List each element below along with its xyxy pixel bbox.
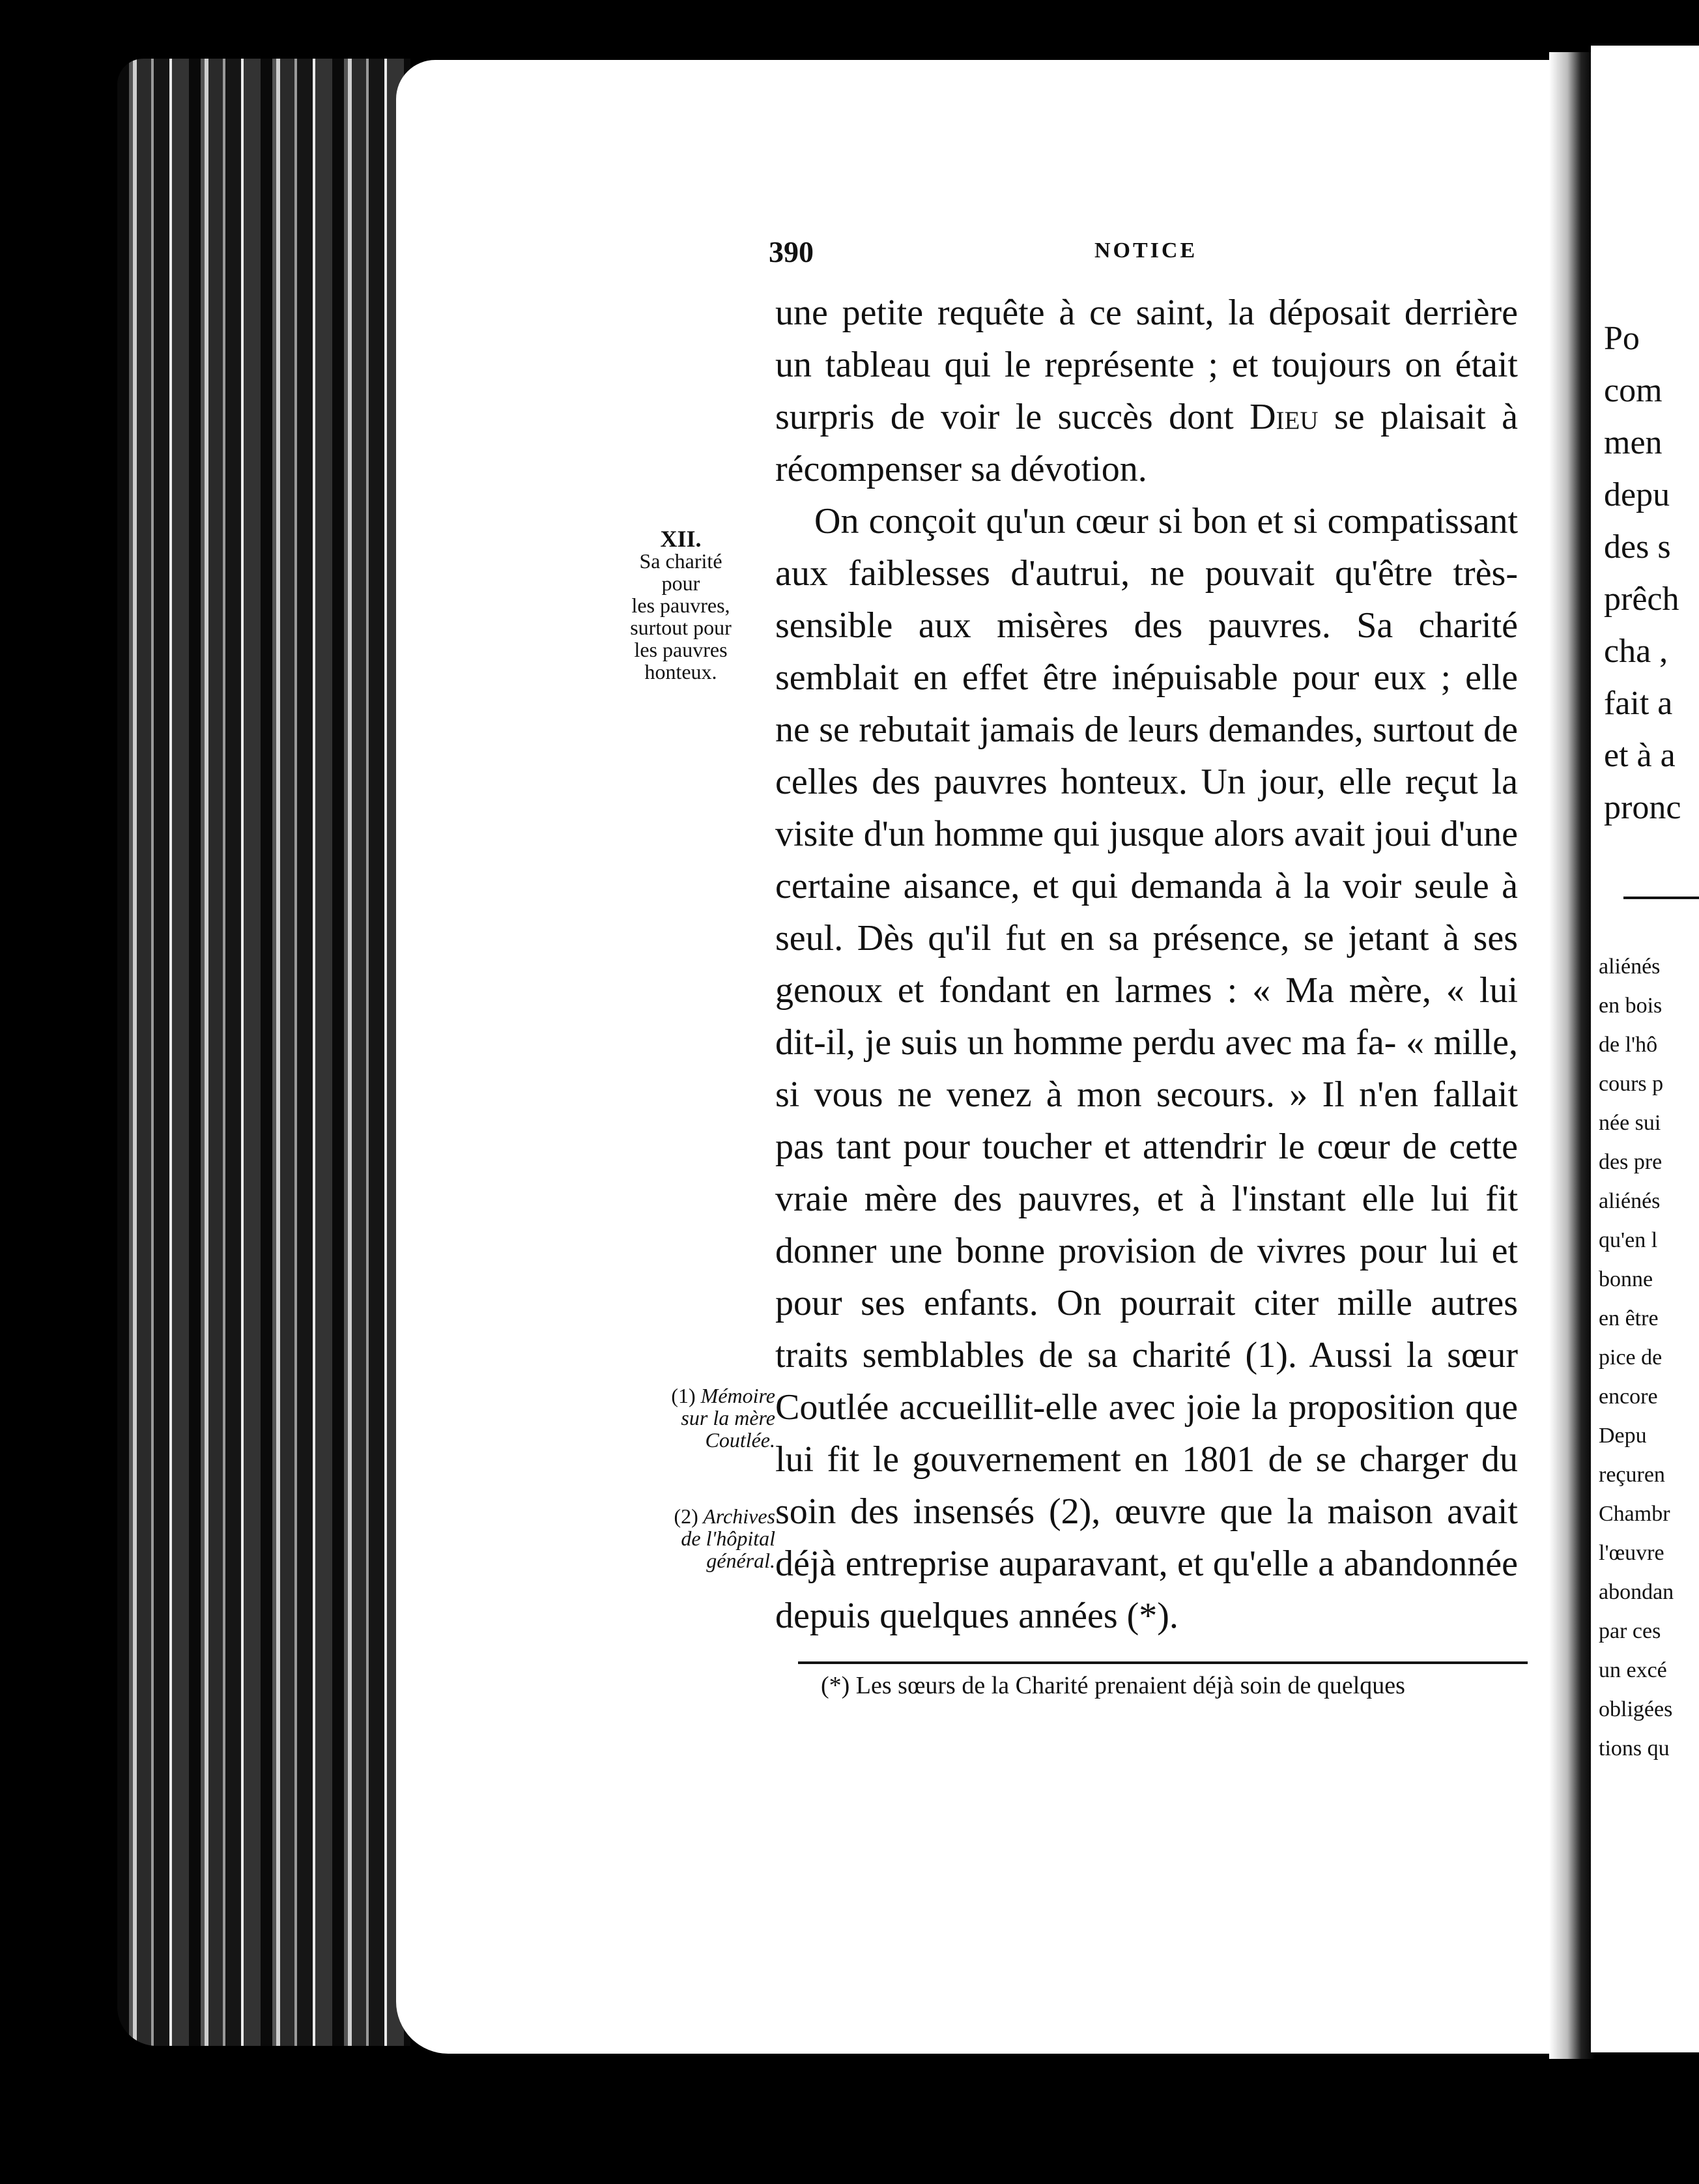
section-title-line: les pauvres [634,638,728,661]
reference-number: (1) [671,1384,696,1407]
paragraph-1-text: une petite requête à ce saint, la déposait derrière un tableau qui le représente ; et toujours on était surpris de voir le succès dont [775,293,1518,437]
right-page-line: Po [1604,320,1640,357]
paragraph-2: On conçoit qu'un cœur si bon et si compatissant aux faiblesses d'autrui, ne pouvait qu'être très-sensible aux misères des pauvres. Sa charité semblait en effet être inépuisable pour eux ; elle ne se rebutait jamais de leurs demandes, surtout de celles des pauvres honteux. Un jour, elle reçut la visite d'un homme qui jusque alors avait joui d'une certaine aisance, et qui demanda à la voir seule à seul. Dès qu'il fut en sa présence, se jetant à ses genoux et fondant en larmes : « Ma mère, « lui dit-il, je suis un homme perdu avec ma fa- « mille, si vous ne venez à mon secours. » Il n'en fallait pas tant pour toucher et attendrir le cœur de cette vraie mère des pauvres, et à l'instant elle lui fit donner une bonne provision de vivres pour lui et pour ses enfants. On pourrait citer mille autres traits semblables de sa charité (1). Aussi la sœur Coutlée accueillit-elle avec joie la proposition que lui fit le gouvernement en 1801 de se charger du soin des insensés (2), œuvre que la maison avait déjà entreprise auparavant, et qu'elle a abandonnée depuis quelques années (*). [775,501,1518,1636]
section-title-line: les pauvres, [631,594,730,617]
margin-section-heading [606,528,756,683]
right-page-line: fait a [1604,685,1673,722]
right-page-line: cha , [1604,633,1668,670]
book-edge [117,59,410,2046]
reference-line: de l'hôpital [681,1527,775,1550]
right-page-line: depu [1604,476,1670,513]
right-page-note-line: un excé [1599,1658,1667,1682]
right-page-line: et à a [1604,737,1676,774]
right-page-note-line: par ces [1599,1619,1661,1643]
right-page-note-line: abondan [1599,1580,1674,1604]
margin-reference-1 [606,1385,775,1451]
right-page-line: pronc [1604,789,1681,826]
section-title-line: surtout pour [630,616,732,639]
right-page-note-line: Chambr [1599,1502,1670,1526]
right-page-note-line: qu'en l [1599,1228,1658,1252]
reference-line: sur la mère [681,1406,775,1430]
reference-line: général. [706,1549,775,1572]
running-head [769,235,1518,274]
right-page-note-line: en bois [1599,994,1663,1018]
right-page-note-line: bonne [1599,1267,1653,1291]
right-page-note-line: en être [1599,1306,1659,1330]
reference-number: (2) [674,1504,698,1528]
paragraph-1-end: se plaisait à récompenser sa dévotion. [775,397,1519,489]
right-page-rule [1623,897,1699,899]
book-gutter [1549,52,1595,2059]
page-number: 390 [769,235,814,268]
margin-reference-2 [606,1505,775,1572]
right-page-note-line: encore [1599,1385,1658,1409]
paragraph-1 [775,287,1518,495]
right-page-line: com [1604,372,1663,409]
section-title-line: pour [661,571,700,595]
section-title-line: Sa charité [639,549,722,573]
reference-line: Coutlée. [705,1428,775,1452]
right-page-note-line: des pre [1599,1150,1663,1174]
right-page-note-line: obligées [1599,1697,1673,1721]
right-page-line: prêch [1604,581,1679,618]
right-page-note-line: aliénés [1599,955,1661,979]
right-page-note-line: née sui [1599,1111,1661,1135]
dieu-word: Dieu [1249,397,1319,437]
footnote: (*) Les sœurs de la Charité prenaient déjà soin de quelques [821,1672,1405,1699]
right-page-note-line: Depu [1599,1424,1647,1448]
section-title-line: honteux. [644,660,717,683]
right-page-line: men [1604,424,1663,461]
page-title: NOTICE [1094,238,1198,263]
right-page-note-line: de l'hô [1599,1033,1658,1057]
main-text [775,287,1518,1642]
right-page [1591,46,1699,2052]
reference-line: Mémoire [700,1384,775,1407]
reference-line: Archives [703,1504,775,1528]
right-page-note-line: pice de [1599,1345,1663,1370]
right-page-line: des s [1604,528,1671,566]
right-page-note-line: tions qu [1599,1736,1670,1760]
right-page-note-line: aliénés [1599,1189,1661,1213]
right-page-note-line: reçuren [1599,1463,1665,1487]
footnote-rule [798,1661,1528,1664]
right-page-note-line: l'œuvre [1599,1541,1664,1565]
section-number: XII. [660,526,702,552]
right-page-note-line: cours p [1599,1072,1664,1096]
